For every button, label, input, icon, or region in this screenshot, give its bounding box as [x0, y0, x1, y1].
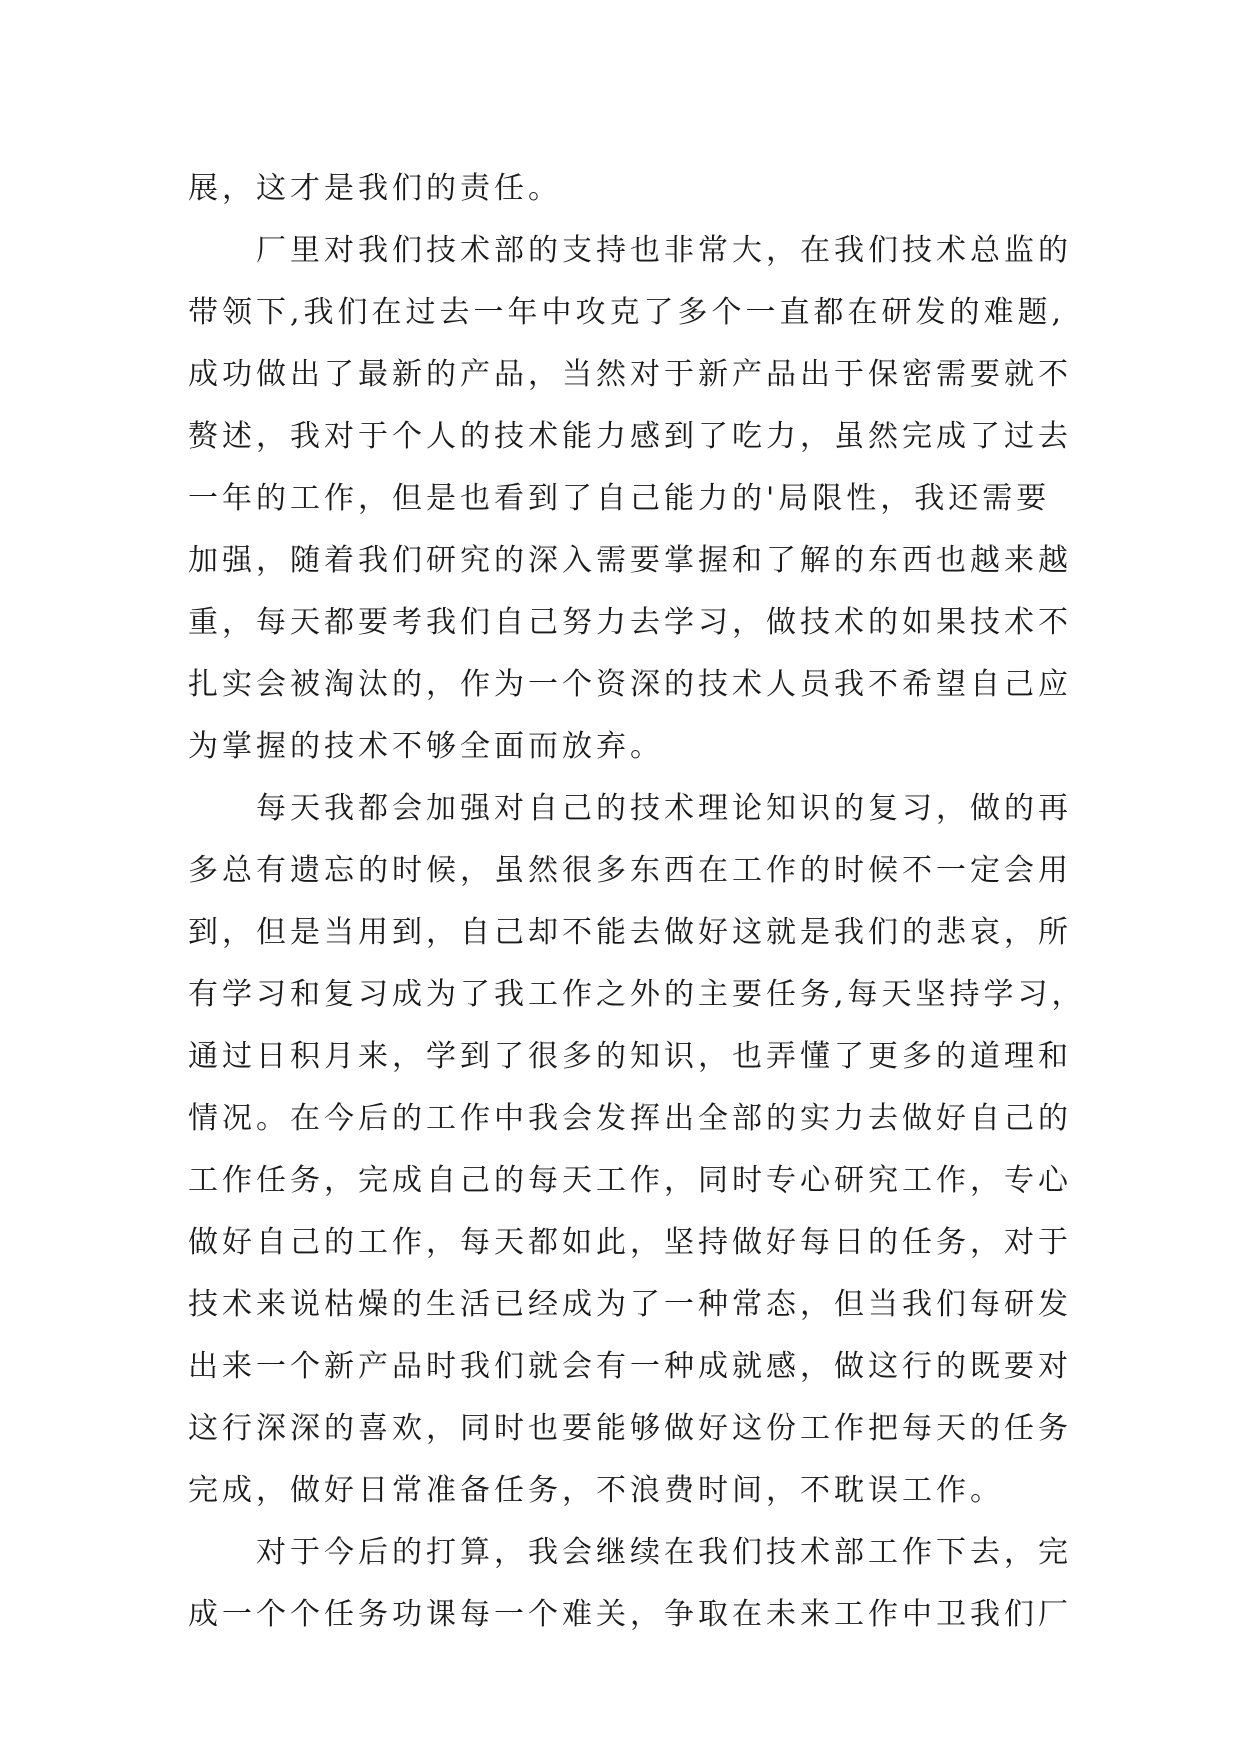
text-line: 情况。在今后的工作中我会发挥出全部的实力去做好自己的: [188, 1101, 1072, 1136]
text-line: 为掌握的技术不够全面而放弃。: [188, 729, 664, 764]
text-line: 通过日积月来，学到了很多的知识，也弄懂了更多的道理和: [188, 1039, 1072, 1074]
text-line: 做好自己的工作，每天都如此，坚持做好每日的任务，对于: [188, 1225, 1072, 1260]
text-line: 成一个个任务功课每一个难关，争取在未来工作中卫我们厂: [188, 1597, 1072, 1632]
text-line: 这行深深的喜欢，同时也要能够做好这份工作把每天的任务: [188, 1411, 1072, 1446]
text-line: 成功做出了最新的产品，当然对于新产品出于保密需要就不: [188, 357, 1072, 392]
text-line: 出来一个新产品时我们就会有一种成就感，做这行的既要对: [188, 1349, 1072, 1384]
text-line: 多总有遗忘的时候，虽然很多东西在工作的时候不一定会用: [188, 853, 1072, 888]
text-line: 扎实会被淘汰的，作为一个资深的技术人员我不希望自己应: [188, 667, 1072, 702]
paragraph-start-line: 厂里对我们技术部的支持也非常大，在我们技术总监的: [256, 233, 1072, 268]
text-line: 到，但是当用到，自己却不能去做好这就是我们的悲哀，所: [188, 915, 1072, 950]
text-line: 工作任务，完成自己的每天工作，同时专心研究工作，专心: [188, 1163, 1072, 1198]
text-line: 加强，随着我们研究的深入需要掌握和了解的东西也越来越: [188, 543, 1072, 578]
text-line: 有学习和复习成为了我工作之外的主要任务,每天坚持学习，: [188, 977, 1086, 1012]
text-line: 展，这才是我们的责任。: [188, 171, 562, 206]
text-line: 一年的工作，但是也看到了自己能力的'局限性，我还需要: [188, 481, 1051, 516]
paragraph-start-line: 对于今后的打算，我会继续在我们技术部工作下去，完: [256, 1535, 1072, 1570]
text-line: 重，每天都要考我们自己努力去学习，做技术的如果技术不: [188, 605, 1072, 640]
text-line: 赘述，我对于个人的技术能力感到了吃力，虽然完成了过去: [188, 419, 1072, 454]
paragraph-start-line: 每天我都会加强对自己的技术理论知识的复习，做的再: [256, 791, 1072, 826]
text-line: 技术来说枯燥的生活已经成为了一种常态，但当我们每研发: [188, 1287, 1072, 1322]
text-line: 带领下,我们在过去一年中攻克了多个一直都在研发的难题,: [188, 295, 1066, 330]
text-line: 完成，做好日常准备任务，不浪费时间，不耽误工作。: [188, 1473, 1004, 1508]
document-body: [188, 158, 1086, 1646]
